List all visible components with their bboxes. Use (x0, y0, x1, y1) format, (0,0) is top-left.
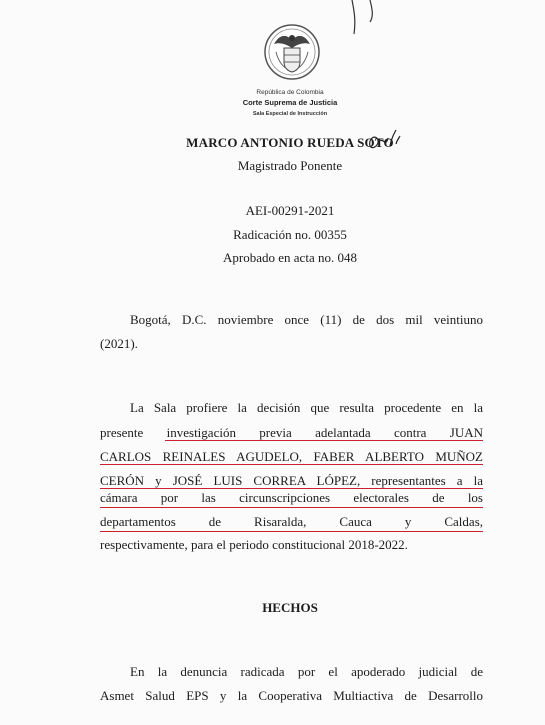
coat-of-arms-seal (262, 22, 322, 82)
highlight-underline (100, 531, 483, 532)
paragraph-line: cámara por las circunscripciones electorales de los (100, 490, 483, 505)
highlight-underline (100, 464, 483, 465)
case-id: AEI-00291-2021 (245, 203, 335, 218)
paragraph-line: CERÓN y JOSÉ LUIS CORREA LÓPEZ, representantes a la (100, 473, 483, 488)
paragraph-line: (2021). (100, 336, 138, 351)
paragraph-line: presente investigación previa adelantada contra JUAN (100, 425, 483, 440)
paragraph-line: CARLOS REINALES AGUDELO, FABER ALBERTO MUÑOZ (100, 449, 483, 464)
paragraph-line: respectivamente, para el periodo constitucional 2018-2022. (100, 537, 408, 552)
magistrate-role: Magistrado Ponente (237, 158, 343, 173)
magistrate-name: MARCO ANTONIO RUEDA SOTO (186, 135, 394, 150)
highlight-underline (165, 440, 483, 441)
highlight-underline (100, 488, 483, 489)
paragraph-line: La Sala profiere la decisión que resulta procedente en la (130, 400, 483, 415)
paragraph-line: Bogotá, D.C. noviembre once (11) de dos mil veintiuno (130, 312, 483, 327)
paragraph-line: departamentos de Risaralda, Cauca y Caldas, (100, 514, 483, 529)
republic-label: República de Colombia (256, 89, 324, 96)
handwritten-signature (366, 128, 406, 158)
acta-number: Aprobado en acta no. 048 (223, 250, 357, 265)
handwritten-mark (340, 0, 400, 40)
section-heading: HECHOS (262, 600, 318, 615)
chamber-label: Sala Especial de Instrucción (252, 111, 328, 117)
radicacion-number: Radicación no. 00355 (233, 227, 347, 242)
highlight-underline (100, 507, 483, 508)
court-label: Corte Suprema de Justicia (242, 98, 338, 107)
paragraph-line: En la denuncia radicada por el apoderado judicial de (130, 664, 483, 679)
paragraph-line: Asmet Salud EPS y la Cooperativa Multiactiva de Desarrollo (100, 688, 483, 703)
